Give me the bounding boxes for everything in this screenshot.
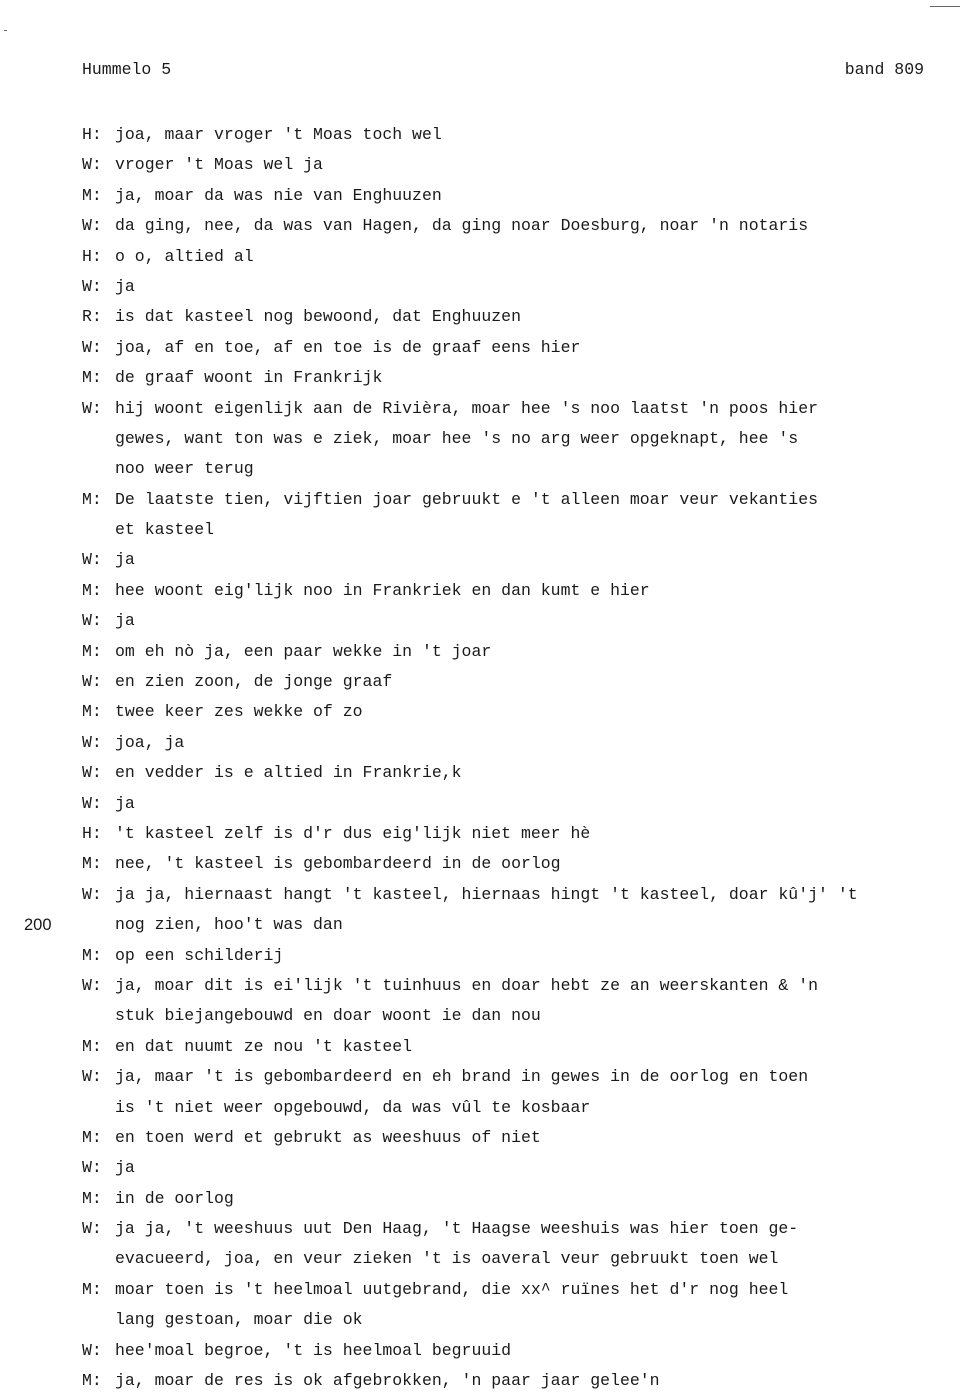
utterance-text: ja ja, hiernaast hangt 't kasteel, hiernaas hingt 't kasteel, doar kû'j' 't	[115, 884, 858, 904]
transcript-continuation	[82, 515, 942, 545]
transcript-line	[82, 211, 942, 241]
transcript-line	[82, 150, 942, 180]
utterance-text: hee woont eig'lijk noo in Frankriek en dan kumt e hier	[115, 580, 650, 600]
speaker-label: W:	[82, 763, 102, 783]
utterance-text: lang gestoan, moar die ok	[115, 1310, 363, 1330]
utterance-text: in de oorlog	[115, 1188, 234, 1208]
utterance-text: hee'moal begroe, 't is heelmoal begruuid	[115, 1340, 512, 1360]
speaker-label: W:	[82, 732, 102, 752]
utterance-text: noo weer terug	[115, 459, 254, 479]
utterance-text: nog zien, hoo't was dan	[115, 915, 343, 935]
transcript-line	[82, 1062, 942, 1092]
transcript-line	[82, 363, 942, 393]
utterance-text: joa, ja	[115, 732, 185, 752]
transcript-line	[82, 181, 942, 211]
utterance-text: ja	[115, 550, 135, 570]
utterance-text: ja	[115, 1158, 135, 1178]
speaker-label: M:	[82, 489, 102, 509]
speaker-label: W:	[82, 276, 102, 296]
scan-speck	[930, 6, 960, 7]
transcript-line	[82, 333, 942, 363]
speaker-label: M:	[82, 641, 102, 661]
transcript-line	[82, 758, 942, 788]
speaker-label: W:	[82, 1340, 102, 1360]
transcript-line	[82, 819, 942, 849]
speaker-label: R:	[82, 307, 102, 327]
speaker-label: W:	[82, 337, 102, 357]
utterance-text: de graaf woont in Frankrijk	[115, 368, 383, 388]
transcript-line	[82, 394, 942, 424]
transcript-line	[82, 1123, 942, 1153]
utterance-text: joa, af en toe, af en toe is de graaf eens hier	[115, 337, 581, 357]
transcript-line	[82, 971, 942, 1001]
utterance-text: nee, 't kasteel is gebombardeerd in de oorlog	[115, 854, 561, 874]
speaker-label: W:	[82, 672, 102, 692]
transcript-line	[82, 941, 942, 971]
transcript-line	[82, 728, 942, 758]
utterance-text: evacueerd, joa, en veur zieken 't is oaveral veur gebruukt toen wel	[115, 1249, 779, 1269]
speaker-label: M:	[82, 1036, 102, 1056]
transcript-line	[82, 1366, 942, 1396]
utterance-text: om eh nò ja, een paar wekke in 't joar	[115, 641, 492, 661]
speaker-label: M:	[82, 368, 102, 388]
utterance-text: en toen werd et gebrukt as weeshuus of niet	[115, 1127, 541, 1147]
utterance-text: op een schilderij	[115, 945, 284, 965]
transcript-line	[82, 1032, 942, 1062]
speaker-label: H:	[82, 246, 102, 266]
speaker-label: W:	[82, 216, 102, 236]
utterance-text: ja	[115, 793, 135, 813]
transcript-line	[82, 545, 942, 575]
page-header-band: band 809	[844, 60, 924, 79]
utterance-text: en dat nuumt ze nou 't kasteel	[115, 1036, 413, 1056]
speaker-label: M:	[82, 185, 102, 205]
utterance-text: ja, moar dit is ei'lijk 't tuinhuus en doar hebt ze an weerskanten & 'n	[115, 975, 819, 995]
utterance-text: ja, moar de res is ok afgebrokken, 'n paar jaar gelee'n	[115, 1371, 660, 1391]
utterance-text: 't kasteel zelf is d'r dus eig'lijk niet meer hè	[115, 823, 591, 843]
utterance-text: hij woont eigenlijk aan de Rivièra, moar hee 's noo laatst 'n poos hier	[115, 398, 819, 418]
utterance-text: ja	[115, 276, 135, 296]
transcript-line	[82, 485, 942, 515]
utterance-text: ja, moar da was nie van Enghuuzen	[115, 185, 442, 205]
utterance-text: en zien zoon, de jonge graaf	[115, 672, 393, 692]
utterance-text: is 't niet weer opgebouwd, da was vûl te kosbaar	[115, 1097, 591, 1117]
utterance-text: et kasteel	[115, 520, 215, 540]
utterance-text: vroger 't Moas wel ja	[115, 155, 323, 175]
transcript-line	[82, 880, 942, 910]
utterance-text: De laatste tien, vijftien joar gebruukt e 't alleen moar veur vekanties	[115, 489, 819, 509]
transcript-line	[82, 272, 942, 302]
utterance-text: da ging, nee, da was van Hagen, da ging noar Doesburg, noar 'n notaris	[115, 216, 809, 236]
speaker-label: W:	[82, 611, 102, 631]
speaker-label: M:	[82, 580, 102, 600]
utterance-text: ja, maar 't is gebombardeerd en eh brand in gewes in de oorlog en toen	[115, 1067, 809, 1087]
utterance-text: joa, maar vroger 't Moas toch wel	[115, 125, 442, 144]
page-header-location: Hummelo 5	[82, 60, 172, 79]
transcript-line	[82, 302, 942, 332]
transcript-line	[82, 1275, 942, 1305]
speaker-label: W:	[82, 975, 102, 995]
transcript-line	[82, 667, 942, 697]
speaker-label: W:	[82, 155, 102, 175]
speaker-label: W:	[82, 1158, 102, 1178]
transcript-line	[82, 789, 942, 819]
speaker-label: H:	[82, 125, 102, 144]
utterance-text: o o, altied al	[115, 246, 254, 266]
speaker-label: H:	[82, 823, 102, 843]
transcript-line	[82, 1184, 942, 1214]
transcript-line	[82, 242, 942, 272]
transcript-line	[82, 120, 942, 150]
transcript-line	[82, 576, 942, 606]
scan-speck	[4, 30, 7, 31]
margin-line-number: 200	[24, 916, 52, 935]
transcript-body	[24, 120, 942, 1396]
transcript-continuation	[82, 1305, 942, 1335]
transcript-line	[82, 1153, 942, 1183]
transcript-continuation	[82, 1244, 942, 1274]
speaker-label: W:	[82, 884, 102, 904]
utterance-text: stuk biejangebouwd en doar woont ie dan nou	[115, 1006, 541, 1026]
speaker-label: W:	[82, 1219, 102, 1239]
utterance-text: twee keer zes wekke of zo	[115, 702, 363, 722]
speaker-label: M:	[82, 702, 102, 722]
speaker-label: M:	[82, 1279, 102, 1299]
utterance-text: gewes, want ton was e ziek, moar hee 's no arg weer opgeknapt, hee 's	[115, 428, 799, 448]
transcript-line	[82, 849, 942, 879]
speaker-label: M:	[82, 1371, 102, 1391]
utterance-text: en vedder is e altied in Frankrie,k	[115, 763, 462, 783]
utterance-text: ja	[115, 611, 135, 631]
speaker-label: W:	[82, 398, 102, 418]
transcript-line	[82, 1336, 942, 1366]
utterance-text: is dat kasteel nog bewoond, dat Enghuuzen	[115, 307, 521, 327]
transcript-line	[82, 697, 942, 727]
utterance-text: moar toen is 't heelmoal uutgebrand, die xx^ ruïnes het d'r nog heel	[115, 1279, 789, 1299]
utterance-text: ja ja, 't weeshuus uut Den Haag, 't Haagse weeshuis was hier toen ge-	[115, 1219, 799, 1239]
transcript-line	[82, 637, 942, 667]
transcript-continuation	[82, 424, 942, 454]
speaker-label: M:	[82, 945, 102, 965]
speaker-label: W:	[82, 1067, 102, 1087]
speaker-label: M:	[82, 1188, 102, 1208]
transcript-line	[82, 1214, 942, 1244]
speaker-label: W:	[82, 793, 102, 813]
speaker-label: W:	[82, 550, 102, 570]
speaker-label: M:	[82, 854, 102, 874]
speaker-label: M:	[82, 1127, 102, 1147]
transcript-continuation	[82, 1093, 942, 1123]
transcript-continuation	[24, 910, 942, 940]
transcript-continuation	[82, 1001, 942, 1031]
transcript-line	[82, 606, 942, 636]
transcript-continuation	[82, 454, 942, 484]
